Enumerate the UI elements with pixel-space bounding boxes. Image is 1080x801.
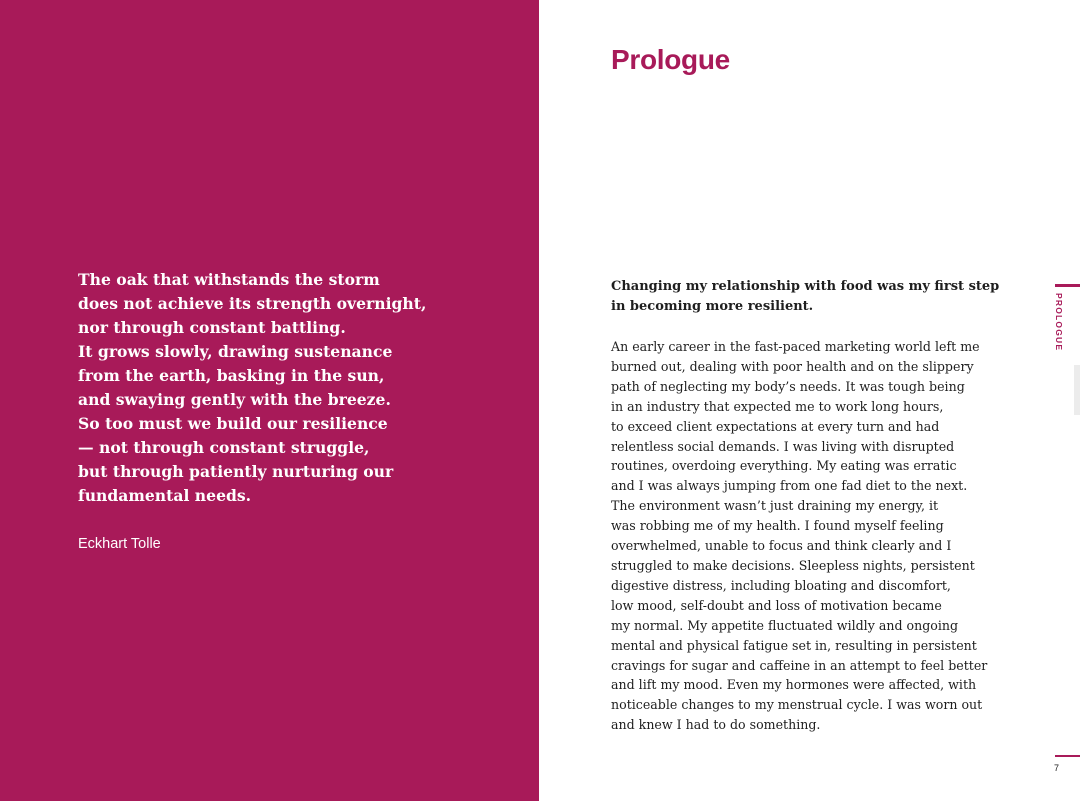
lead-line: Changing my relationship with food was my first step <box>611 279 1000 294</box>
quote-line: but through patiently nurturing our <box>78 462 394 481</box>
body-line: burned out, dealing with poor health and on the slippery <box>611 358 974 374</box>
quote-line: The oak that withstands the storm <box>78 270 380 289</box>
folio-rule <box>1055 755 1080 757</box>
body-line: path of neglecting my body’s needs. It was tough being <box>611 378 965 394</box>
page-edge-shade <box>1074 365 1080 415</box>
running-head: PROLOGUE <box>1054 293 1064 352</box>
quote-line: nor through constant battling. <box>78 318 346 337</box>
body-line: struggled to make decisions. Sleepless nights, persistent <box>611 557 975 573</box>
body-line: routines, overdoing everything. My eating was erratic <box>611 458 957 474</box>
lead-line: in becoming more resilient. <box>611 299 814 314</box>
body-line: and knew I had to do something. <box>611 717 821 733</box>
quote-line: does not achieve its strength overnight, <box>78 294 427 313</box>
epigraph-quote <box>78 268 518 508</box>
body-line: to exceed client expectations at every turn and had <box>611 418 940 434</box>
body-line: and I was always jumping from one fad diet to the next. <box>611 478 968 494</box>
page-number: 7 <box>1054 763 1060 773</box>
body-line: and lift my mood. Even my hormones were affected, with <box>611 677 977 693</box>
prologue-page <box>539 0 1080 801</box>
body-line: my normal. My appetite fluctuated wildly and ongoing <box>611 617 959 633</box>
lead-paragraph <box>611 277 1011 317</box>
body-line: noticeable changes to my menstrual cycle. I was worn out <box>611 697 983 713</box>
quote-attribution: Eckhart Tolle <box>78 536 161 552</box>
body-line: cravings for sugar and caffeine in an attempt to feel better <box>611 657 988 673</box>
body-line: low mood, self-doubt and loss of motivation became <box>611 597 942 613</box>
quote-line: fundamental needs. <box>78 486 252 505</box>
body-line: The environment wasn’t just draining my energy, it <box>611 498 939 514</box>
body-line: in an industry that expected me to work long hours, <box>611 398 944 414</box>
chapter-title: Prologue <box>611 44 730 75</box>
body-line: digestive distress, including bloating and discomfort, <box>611 577 951 593</box>
quote-line: It grows slowly, drawing sustenance <box>78 342 393 361</box>
quote-line: — not through constant struggle, <box>78 438 370 457</box>
body-line: overwhelmed, unable to focus and think clearly and I <box>611 538 952 554</box>
body-line: An early career in the fast-paced marketing world left me <box>611 339 980 354</box>
section-tab-marker <box>1055 284 1080 287</box>
body-line: mental and physical fatigue set in, resulting in persistent <box>611 637 977 653</box>
quote-line: and swaying gently with the breeze. <box>78 390 391 409</box>
quote-line: from the earth, basking in the sun, <box>78 366 385 385</box>
body-line: relentless social demands. I was living with disrupted <box>611 438 955 454</box>
body-paragraph <box>611 337 1031 735</box>
quote-line: So too must we build our resilience <box>78 414 388 433</box>
body-line: was robbing me of my health. I found myself feeling <box>611 518 944 534</box>
quote-page <box>0 0 539 801</box>
